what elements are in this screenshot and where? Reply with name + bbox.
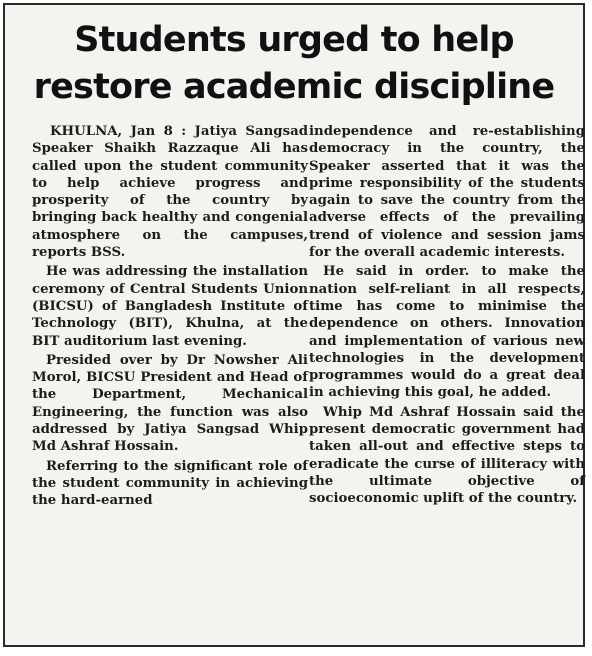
paragraph-referring: Referring to the significant role of the student community in achieving the hard-earned xyxy=(32,458,308,509)
headline: Students urged to help restore academic discipline xyxy=(33,20,555,107)
paragraph-dateline: KHULNA, Jan 8 : Jatiya Sangsad Speaker Shaikh Razzaque Ali has called upon the student community to help achieve progress and prosperity of the country by bringing back healthy and congenial atmosphere on the campuses, reports BSS. xyxy=(32,124,308,261)
news-clipping xyxy=(3,3,585,647)
paragraph-whip-statement: Whip Md Ashraf Hossain said the present democratic government had taken all-out and effective steps to eradicate the curse of illiteracy with the ultimate objective of socioeconomic uplift of the country. xyxy=(309,404,585,507)
paragraph-installation-ceremony: He was addressing the installation ceremony of Central Students Union (BICSU) of Bangladesh Institute of Technology (BIT), Khulna, at the BIT auditorium last evening. xyxy=(32,264,308,349)
paragraph-self-reliant: He said in order. to make the nation self-reliant in all respects, time has come to minimise the dependence on others. Innovation and implementation of various new technologies in the development programmes would do a great deal in achieving this goal, he added. xyxy=(309,264,585,401)
paragraph-continuation: independence and re-establishing democracy in the country, the Speaker asserted that it was the prime responsibility of the students again to save the country from the adverse effects of the prevailing trend of violence and session jams for the overall academic interests. xyxy=(309,124,585,261)
article-column-right xyxy=(309,123,585,508)
paragraph-presided-over: Presided over by Dr Nowsher Ali Morol, BICSU President and Head of the Department, Mechanical Engineering, the function was also addressed by Jatiya Sangsad Whip Md Ashraf Hossain. xyxy=(32,352,308,455)
article-column-left xyxy=(32,123,308,510)
